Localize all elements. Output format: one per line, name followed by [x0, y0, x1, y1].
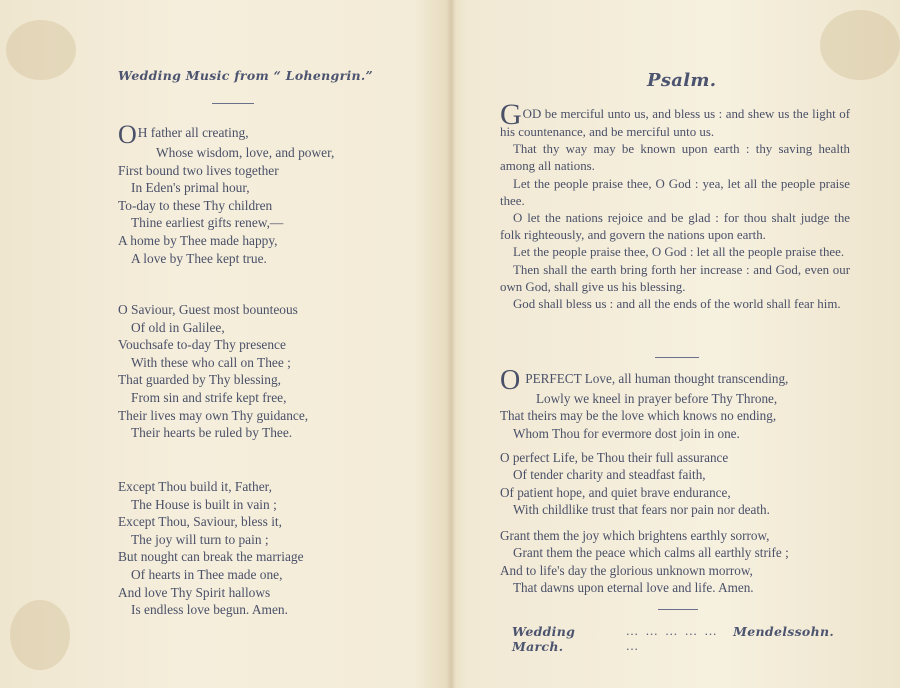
hymn-line: That dawns upon eternal love and life. Amen. — [513, 580, 754, 596]
psalm-verse: Let the people praise thee, O God : yea, let all the people praise thee. — [500, 176, 850, 208]
hymn-line: With childlike trust that fears nor pain nor death. — [513, 502, 770, 518]
psalm-title: Psalm. — [647, 70, 717, 91]
stanza-2 — [118, 301, 308, 442]
lohengrin-heading: Wedding Music from “ Lohengrin.” — [118, 68, 374, 83]
psalm-verse: Then shall the earth bring forth her increase : and God, even our own God, shall give us his blessing. — [500, 262, 850, 294]
psalm-verse: Let the people praise thee, O God : let all the people praise thee. — [513, 245, 845, 260]
hymn-stanza-1 — [500, 365, 789, 442]
hymn-line: Whom Thou for evermore dost join in one. — [513, 425, 740, 441]
verse-line: H father all creating, — [137, 125, 249, 140]
psalm-verse: O let the nations rejoice and be glad : for thou shalt judge the folk righteously, and govern the nations upon earth. — [500, 211, 850, 243]
hymn-line: And to life's day the glorious unknown morrow, — [500, 562, 753, 578]
psalm-rule — [655, 357, 699, 358]
verse-line: With these who call on Thee ; — [131, 354, 291, 370]
verse-line: Is endless love begun. Amen. — [131, 602, 288, 618]
verse-line: Except Thou build it, Father, — [118, 479, 272, 494]
hymn-line: Grant them the peace which calms all earthly strife ; — [513, 545, 789, 561]
verse-line: Thine earliest gifts renew,— — [131, 215, 284, 231]
stanza-3 — [118, 478, 304, 619]
psalm-verse-text: OD be merciful unto us, and bless us : and shew us the light of his countenance, and be merciful unto us. — [500, 107, 850, 139]
verse-line: O Saviour, Guest most bounteous — [118, 302, 298, 317]
hymn-line: Of patient hope, and quiet brave endurance, — [500, 484, 731, 500]
stanza-1 — [118, 120, 335, 267]
hymn-line: Grant them the joy which brightens earthly sorrow, — [500, 528, 770, 543]
verse-line: From sin and strife kept free, — [131, 389, 287, 405]
psalm-verse: God shall bless us : and all the ends of the world shall fear him. — [513, 297, 841, 312]
leader-dots: … … … … … … — [625, 624, 719, 653]
dropcap: G — [500, 98, 522, 131]
hymn-line: Of tender charity and steadfast faith, — [513, 467, 706, 483]
verse-line: Of hearts in Thee made one, — [131, 566, 283, 582]
hymn-line: PERFECT Love, all human thought transcending, — [525, 371, 789, 386]
verse-line: Of old in Galilee, — [131, 319, 225, 335]
hymn-stanza-2 — [500, 449, 770, 519]
heading-rule — [212, 103, 254, 104]
hymn-line: Lowly we kneel in prayer before Thy Throne, — [536, 391, 778, 406]
psalm-text — [500, 98, 850, 313]
hymn-stanza-3 — [500, 527, 789, 597]
march-label: Wedding March. — [512, 624, 576, 654]
verse-line: A love by Thee kept true. — [131, 250, 267, 266]
verse-line: And love Thy Spirit hallows — [118, 584, 271, 600]
verse-line: In Eden's primal hour, — [131, 180, 250, 196]
right-page — [452, 0, 900, 688]
verse-line: To-day to these Thy children — [118, 197, 273, 213]
verse-line: The joy will turn to pain ; — [131, 531, 269, 547]
hymn-line: O perfect Life, be Thou their full assurance — [500, 450, 729, 465]
psalm-verse — [500, 98, 850, 141]
dropcap: O — [500, 365, 521, 396]
hymn-line: That theirs may be the love which knows no ending, — [500, 408, 777, 424]
verse-line: Vouchsafe to-day Thy presence — [118, 337, 286, 353]
hymn-rule — [658, 609, 698, 610]
dropcap: O — [118, 120, 137, 149]
psalm-verse: That thy way may be known upon earth : thy saving health among all nations. — [500, 142, 850, 174]
verse-line: Whose wisdom, love, and power, — [156, 145, 335, 160]
verse-line: That guarded by Thy blessing, — [118, 372, 282, 388]
wedding-march-line — [512, 624, 834, 654]
verse-line: But nought can break the marriage — [118, 549, 304, 565]
verse-line: First bound two lives together — [118, 162, 279, 178]
verse-line: A home by Thee made happy, — [118, 232, 278, 248]
verse-line: Except Thou, Saviour, bless it, — [118, 514, 282, 530]
march-composer: Mendelssohn. — [733, 624, 834, 639]
verse-line: Their lives may own Thy guidance, — [118, 407, 309, 423]
verse-line: The House is built in vain ; — [131, 496, 277, 512]
verse-line: Their hearts be ruled by Thee. — [131, 425, 293, 441]
